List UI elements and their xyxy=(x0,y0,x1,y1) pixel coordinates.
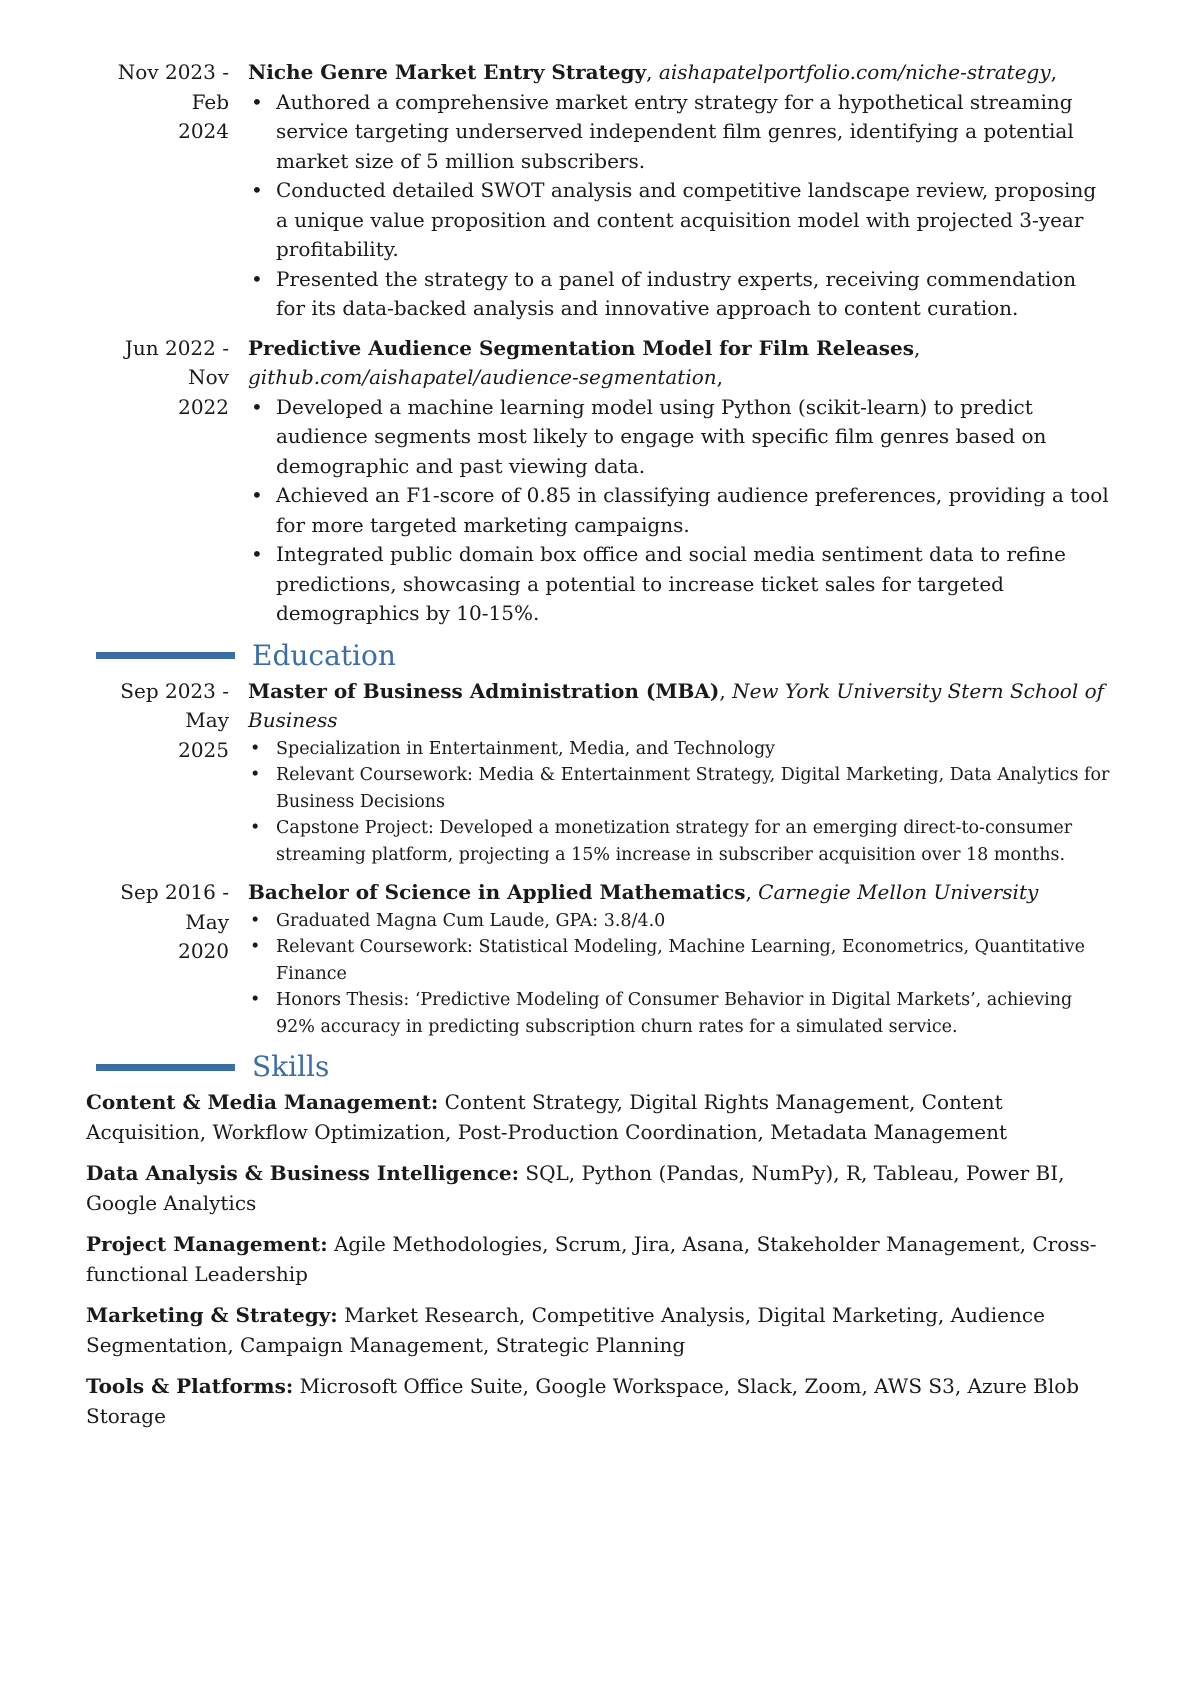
education-heading: Master of Business Administration (MBA), New York University Stern School of Business xyxy=(248,678,1105,732)
date-start: Sep 2016 - May xyxy=(120,880,229,934)
bullet-item: • Relevant Coursework: Statistical Modeling, Machine Learning, Econometrics, Quantitative Finance xyxy=(248,934,1110,987)
project-bullets xyxy=(248,393,1110,629)
degree-title: Bachelor of Science in Applied Mathematics xyxy=(248,880,746,904)
date-start: Nov 2023 - Feb xyxy=(117,60,229,114)
skill-items: SQL, Python (Pandas, NumPy), R, Tableau, Power BI, Google Analytics xyxy=(86,1161,1065,1215)
date-end: 2025 xyxy=(178,737,229,762)
education-bullets xyxy=(248,908,1110,1041)
skill-category: Content & Media Management: xyxy=(86,1090,439,1114)
education-bullets xyxy=(248,736,1110,869)
education-section-header xyxy=(86,639,1110,673)
project-body xyxy=(248,58,1110,324)
project-link[interactable]: aishapatelportfolio.com/niche-strategy xyxy=(658,60,1051,84)
education-date xyxy=(86,878,248,967)
bullet-item: • Conducted detailed SWOT analysis and competitive landscape review, proposing a unique value proposition and content acquisition model with projected 3-year profitability. xyxy=(248,176,1110,265)
project-body xyxy=(248,334,1110,629)
bullet-item: • Relevant Coursework: Media & Entertainment Strategy, Digital Marketing, Data Analytics for Business Decisions xyxy=(248,762,1110,815)
skills-section-header xyxy=(86,1050,1110,1084)
project-heading: Predictive Audience Segmentation Model for Film Releases, github.com/aishapatel/audience-segmentation, xyxy=(248,335,921,389)
skill-category: Tools & Platforms: xyxy=(86,1374,294,1398)
skill-category: Data Analysis & Business Intelligence: xyxy=(86,1161,520,1185)
section-accent-bar xyxy=(86,652,248,659)
project-entry xyxy=(86,334,1110,629)
resume-page xyxy=(86,58,1110,1443)
education-date xyxy=(86,677,248,766)
degree-title: Master of Business Administration (MBA) xyxy=(248,678,720,703)
project-link[interactable]: github.com/aishapatel/audience-segmentation xyxy=(248,365,717,389)
skill-group xyxy=(86,1372,1110,1431)
education-body xyxy=(248,878,1110,1040)
skill-items: Market Research, Competitive Analysis, Digital Marketing, Audience Segmentation, Campaign Management, Strategic Planning xyxy=(86,1303,1045,1357)
skill-group xyxy=(86,1301,1110,1360)
project-entry xyxy=(86,58,1110,324)
education-entry xyxy=(86,878,1110,1040)
bullet-item: • Integrated public domain box office and social media sentiment data to refine predictions, showcasing a potential to increase ticket sales for targeted demographics by 10-15%. xyxy=(248,540,1110,629)
section-accent-bar xyxy=(86,1064,248,1071)
education-heading: Bachelor of Science in Applied Mathematics, Carnegie Mellon University xyxy=(248,880,1039,904)
project-bullets xyxy=(248,88,1110,324)
school-name: Carnegie Mellon University xyxy=(758,880,1039,904)
education-entry xyxy=(86,677,1110,869)
bullet-item: • Graduated Magna Cum Laude, GPA: 3.8/4.0 xyxy=(248,908,1110,935)
bullet-item: • Capstone Project: Developed a monetization strategy for an emerging direct-to-consumer streaming platform, projecting a 15% increase in subscriber acquisition over 18 months. xyxy=(248,815,1110,868)
bullet-item: • Presented the strategy to a panel of industry experts, receiving commendation for its data-backed analysis and innovative approach to content curation. xyxy=(248,265,1110,324)
date-end: 2024 xyxy=(178,119,229,143)
date-end: 2022 xyxy=(178,394,229,419)
project-heading: Niche Genre Market Entry Strategy, aishapatelportfolio.com/niche-strategy, xyxy=(248,60,1058,84)
skill-items: Microsoft Office Suite, Google Workspace, Slack, Zoom, AWS S3, Azure Blob Storage xyxy=(86,1374,1080,1428)
school-name: New York University Stern School of Business xyxy=(248,678,1105,732)
education-section-title: Education xyxy=(252,638,396,672)
project-date xyxy=(86,58,248,147)
skill-items: Content Strategy, Digital Rights Management, Content Acquisition, Workflow Optimization, Post-Production Coordination, Metadata Management xyxy=(86,1090,1008,1144)
skill-items: Agile Methodologies, Scrum, Jira, Asana, Stakeholder Management, Cross-functional Leadership xyxy=(86,1232,1097,1286)
bullet-item: • Specialization in Entertainment, Media, and Technology xyxy=(248,736,1110,763)
project-title: Predictive Audience Segmentation Model for Film Releases xyxy=(248,335,915,360)
bullet-item: • Authored a comprehensive market entry strategy for a hypothetical streaming service targeting underserved independent film genres, identifying a potential market size of 5 million subscribers. xyxy=(248,88,1110,177)
project-title: Niche Genre Market Entry Strategy xyxy=(248,60,647,84)
date-end: 2020 xyxy=(178,939,229,963)
date-start: Sep 2023 - May xyxy=(120,678,229,732)
skill-category: Project Management: xyxy=(86,1232,328,1256)
education-body xyxy=(248,677,1110,869)
skill-category: Marketing & Strategy: xyxy=(86,1303,338,1327)
skill-group xyxy=(86,1159,1110,1218)
bullet-item: • Achieved an F1-score of 0.85 in classifying audience preferences, providing a tool for more targeted marketing campaigns. xyxy=(248,481,1110,540)
project-date xyxy=(86,334,248,423)
skill-group xyxy=(86,1088,1110,1147)
bullet-item: • Honors Thesis: ‘Predictive Modeling of Consumer Behavior in Digital Markets’, achieving 92% accuracy in predicting subscription churn rates for a simulated service. xyxy=(248,987,1110,1040)
date-start: Jun 2022 - Nov xyxy=(124,335,229,389)
skill-group xyxy=(86,1230,1110,1289)
skills-section-title: Skills xyxy=(252,1050,330,1083)
bullet-item: • Developed a machine learning model using Python (scikit-learn) to predict audience segments most likely to engage with specific film genres based on demographic and past viewing data. xyxy=(248,393,1110,482)
